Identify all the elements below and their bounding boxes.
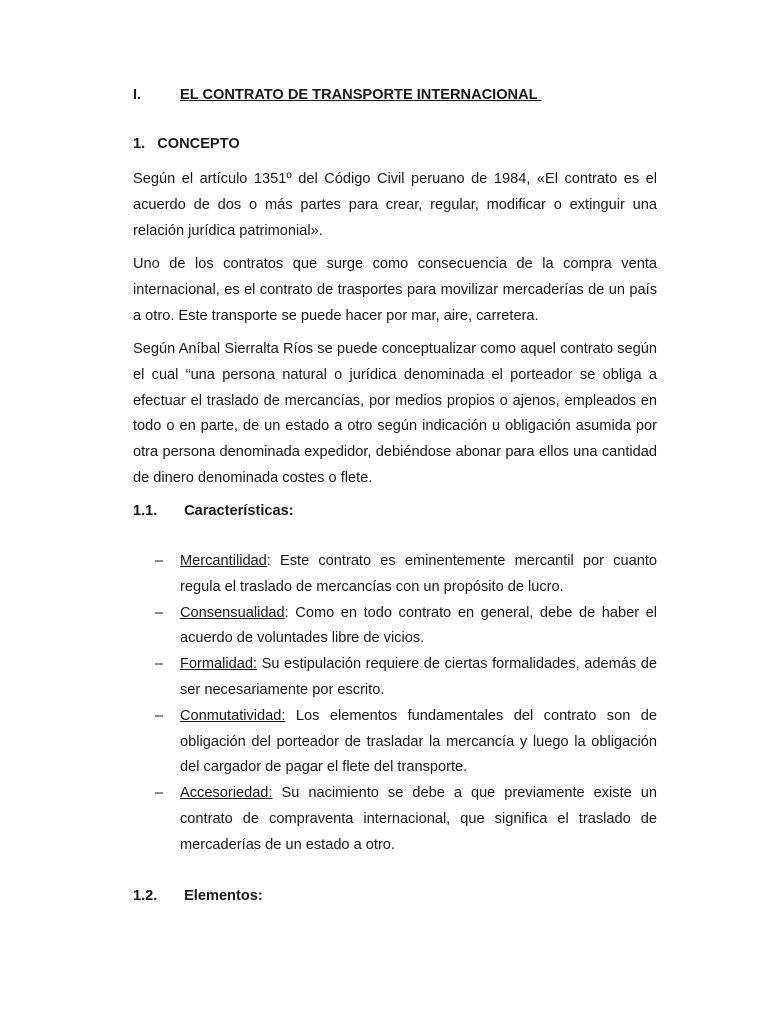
list-item: [133, 601, 657, 653]
list-item: [133, 652, 657, 704]
characteristic-text: Su estipulación requiere de ciertas formalidades, además de ser necesariamente por escrito.: [180, 656, 657, 698]
characteristic-term: Mercantilidad: [180, 553, 267, 569]
bullet-dash: –: [155, 707, 164, 724]
section-title: EL CONTRATO DE TRANSPORTE INTERNACIONAL: [180, 87, 542, 103]
bullet-dash: –: [155, 553, 164, 569]
paragraph-sierralta: Según Aníbal Sierralta Ríos se puede conceptualizar como aquel contrato según el cual “una persona natural o jurídica denominada el porteador se obliga a efectuar el traslado de mercancías, por medios propios o ajenos, empleados en todo o en parte, de un estado a otro según indicación u obligación asumida por otra persona denominada expedidor, debiéndose abonar para ellos una cantidad de dinero denominada costes o flete.: [133, 341, 657, 486]
characteristic-term: Conmutatividad:: [180, 707, 286, 724]
characteristic-term: Accesoriedad:: [180, 785, 273, 802]
characteristic-term: Formalidad:: [180, 656, 258, 673]
characteristic-text: Los elementos fundamentales del contrato son de obligación del porteador de trasladar la mercancía y luego la obligación del cargador de pagar el flete del transporte.: [180, 707, 657, 776]
elements-heading: [133, 886, 263, 906]
characteristic-separator: :: [266, 553, 271, 569]
list-item: [133, 781, 657, 858]
bullet-dash: –: [155, 604, 164, 621]
characteristic-separator: :: [284, 604, 289, 621]
concept-title: CONCEPTO: [157, 136, 240, 152]
list-item: [133, 704, 657, 781]
characteristics-list: [133, 549, 657, 859]
characteristic-text: Su nacimiento se debe a que previamente existe un contrato de compraventa internacional, que significa el traslado de mercaderías de un estado a otro.: [180, 785, 657, 853]
characteristics-title: Características:: [184, 503, 294, 519]
elements-number: 1.2.: [133, 888, 158, 904]
list-item: [133, 549, 657, 601]
characteristic-text: Este contrato es eminentemente mercantil por cuanto regula el traslado de mercancías con un propósito de lucro.: [180, 553, 657, 595]
concept-number: 1.: [133, 136, 146, 152]
bullet-dash: –: [155, 656, 164, 673]
characteristic-term: Consensualidad: [180, 604, 285, 621]
bullet-dash: –: [155, 785, 164, 802]
section-number: I.: [133, 87, 142, 103]
elements-title: Elementos:: [184, 888, 263, 904]
concept-heading: [133, 134, 240, 154]
paragraph-context: Uno de los contratos que surge como consecuencia de la compra venta internacional, es el contrato de trasportes para movilizar mercaderías de un país a otro. Este transporte se puede hacer por mar, aire, carretera.: [133, 256, 657, 324]
paragraph-definition: Según el artículo 1351º del Código Civil peruano de 1984, «El contrato es el acuerdo de dos o más partes para crear, regular, modificar o extinguir una relación jurídica patrimonial».: [133, 171, 657, 239]
characteristic-text: Como en todo contrato en general, debe de haber el acuerdo de voluntades libre de vicios.: [180, 604, 657, 647]
characteristics-heading: [133, 501, 294, 521]
characteristics-number: 1.1.: [133, 503, 158, 519]
